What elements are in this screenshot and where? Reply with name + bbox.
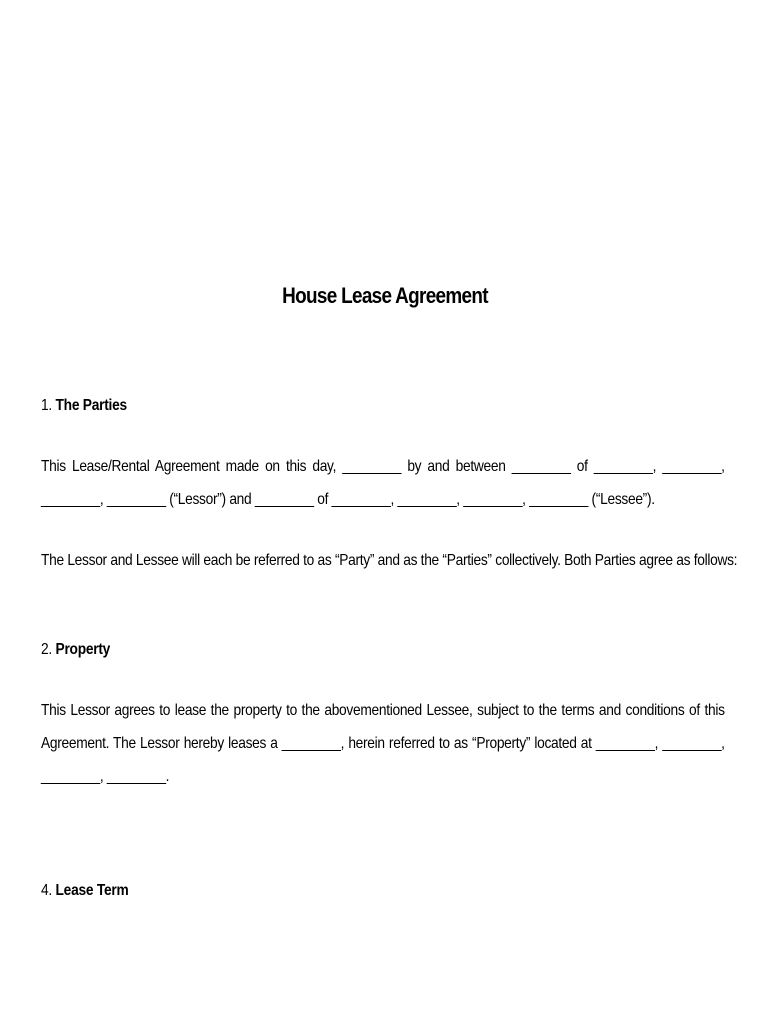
paragraph-line: This Lease/Rental Agreement made on this day, ________ by and between ________ of ________, ________,	[41, 458, 725, 475]
property-paragraph	[41, 700, 725, 799]
parties-note-paragraph	[41, 550, 738, 583]
section-title: Lease Term	[55, 882, 129, 899]
section-title: The Parties	[55, 397, 127, 414]
paragraph-line: ________, ________.	[41, 768, 170, 785]
paragraph-line: Agreement. The Lessor hereby leases a ________, herein referred to as “Property” located at ________, ________,	[41, 735, 725, 752]
section-number: 4.	[41, 882, 52, 899]
paragraph-line: This Lessor agrees to lease the property to the abovementioned Lessee, subject to the terms and conditions of this	[41, 702, 725, 719]
paragraph-line: The Lessor and Lessee will each be referred to as “Party” and as the “Parties” collectively. Both Parties agree as follows:	[41, 552, 738, 569]
section-heading-parties	[41, 396, 127, 416]
section-number: 1.	[41, 397, 52, 414]
paragraph-line: ________, ________ (“Lessor”) and ________ of ________, ________, ________, ________ (“Lessee”).	[41, 491, 655, 508]
section-heading-property	[41, 640, 110, 660]
document-title: House Lease Agreement	[282, 283, 488, 308]
parties-paragraph	[41, 456, 725, 522]
section-title: Property	[55, 641, 111, 658]
section-number: 2.	[41, 641, 52, 658]
section-heading-lease-term	[41, 881, 128, 901]
